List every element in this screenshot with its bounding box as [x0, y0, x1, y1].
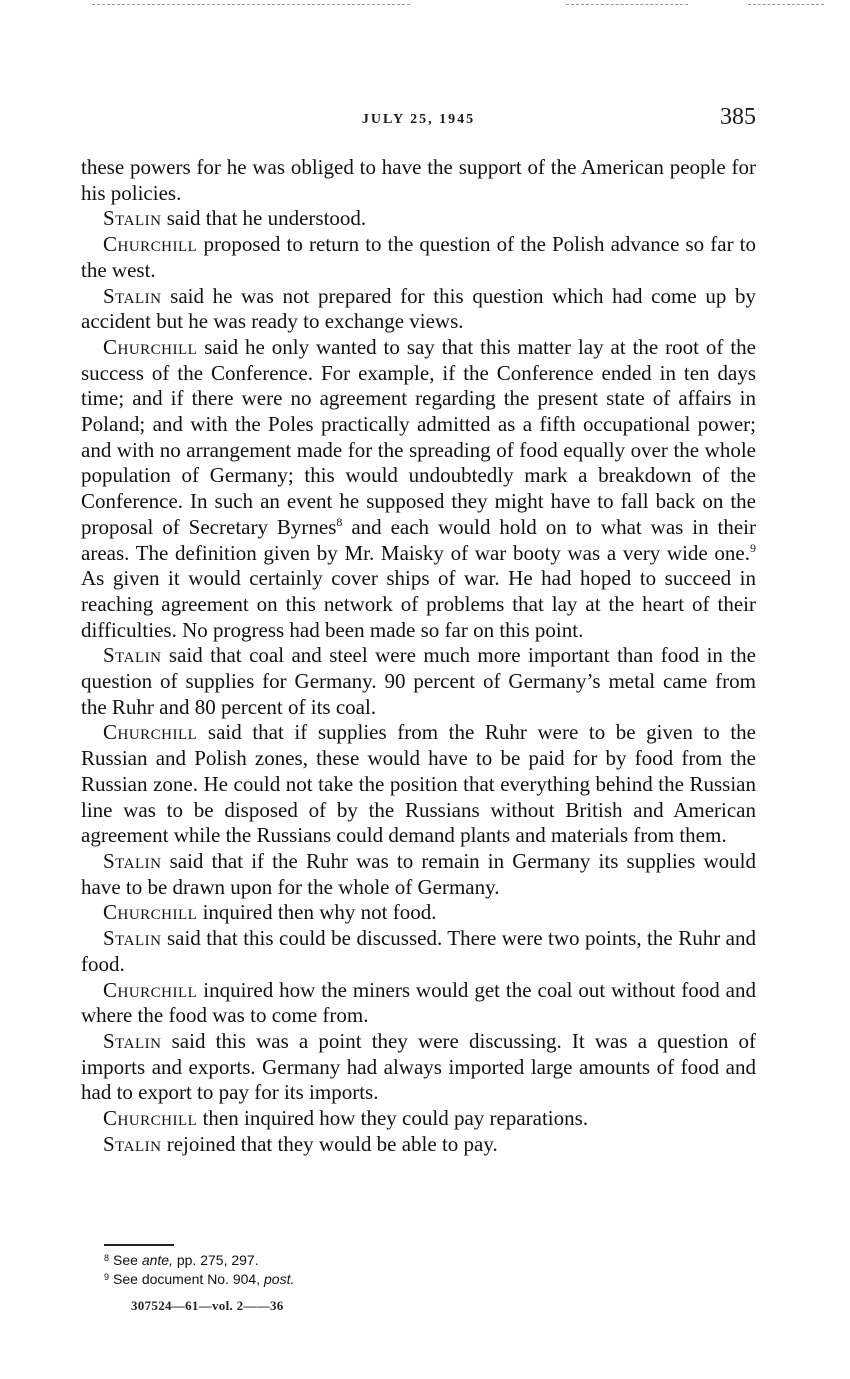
paragraph [81, 284, 756, 335]
scan-edge-line [566, 4, 688, 6]
speaker-name: Churchill [103, 232, 198, 257]
paragraph [81, 978, 756, 1029]
footnote-italic: ante, [141, 1252, 173, 1268]
paragraph-text: said this was a point they were discussing. It was a question of imports and exports. Germany had always imported large amounts of food and had to export to pay for its imports. [81, 1028, 756, 1105]
paragraph-text: said he was not prepared for this question which had come up by accident but he was ready to exchange views. [81, 283, 756, 334]
scan-edge-line [748, 4, 824, 6]
paragraph [81, 155, 756, 206]
paragraph-text: said that if supplies from the Ruhr were to be given to the Russian and Polish zones, these would have to be paid for by food from the Russian zone. He could not take the position that everything behind the Russian line was to be disposed of by the Russians without British and American agreement while the Russians could demand plants and materials from them. [81, 720, 756, 848]
header-date: JULY 25, 1945 [361, 112, 476, 127]
footnote-text: See [113, 1252, 142, 1268]
paragraph [81, 232, 756, 283]
speaker-name: Stalin [103, 206, 162, 231]
speaker-name: Churchill [103, 900, 198, 925]
footnotes [104, 1250, 604, 1288]
speaker-name: Churchill [103, 977, 198, 1002]
speaker-name: Churchill [103, 1106, 198, 1131]
footnote [104, 1250, 604, 1269]
paragraph-text: then inquired how they could pay reparations. [197, 1106, 589, 1131]
speaker-name: Stalin [103, 643, 162, 668]
paragraph [81, 335, 756, 643]
paragraph [81, 926, 756, 977]
running-header [81, 104, 756, 138]
paragraph-text: rejoined that they would be able to pay. [161, 1131, 498, 1156]
footnote-text: pp. 275, 297. [172, 1252, 259, 1268]
footnote-number: 9 [104, 1272, 110, 1282]
paragraph [81, 900, 756, 926]
paragraph [81, 206, 756, 232]
speaker-name: Stalin [103, 283, 162, 308]
paragraph-text: said that this could be discussed. There were two points, the Ruhr and food. [81, 926, 756, 976]
footnote-ref[interactable]: 8 [336, 514, 343, 529]
footnote-divider [104, 1244, 174, 1246]
footnote [104, 1269, 604, 1288]
paragraph [81, 1132, 756, 1158]
paragraph [81, 849, 756, 900]
paragraph-text: said he only wanted to say that this matter lay at the root of the success of the Conference. For example, if the Conference ended in ten days time; and if there were no agreement regarding the present state of affairs in Poland; and with the Poles practically admitted as a fifth occupational power; and with no arrangement made for the spreading of food equally over the whole population of Germany; this would undoubtedly mark a breakdown of the Conference. In such an event he supposed they might have to fall back on the proposal of Secretary Byrnes [81, 334, 756, 539]
paragraph-text: said that he understood. [161, 206, 367, 231]
speaker-name: Churchill [103, 334, 198, 359]
paragraph [81, 1106, 756, 1132]
paragraph-text: proposed to return to the question of the Polish advance so far to the west. [81, 232, 756, 282]
paragraph-text: and each would hold on to what was in their areas. The definition given by Mr. Maisky of war booty was a very wide one. [81, 514, 757, 565]
paragraph-text: inquired then why not food. [197, 900, 437, 925]
print-code: 307524—61—vol. 2——36 [131, 1298, 284, 1313]
page-number: 385 [720, 104, 756, 130]
paragraph [81, 1029, 756, 1106]
paragraph-text: said that if the Ruhr was to remain in Germany its supplies would have to be drawn upon for the whole of Germany. [81, 848, 756, 899]
paragraph [81, 720, 756, 849]
paragraph-text: As given it would certainly cover ships of war. He had hoped to succeed in reaching agreement on this network of problems that lay at the heart of their difficulties. No progress had been made so far on this point. [81, 566, 756, 642]
footnote-text: See document No. 904, [113, 1271, 265, 1287]
speaker-name: Stalin [103, 1028, 162, 1053]
speaker-name: Stalin [103, 1131, 162, 1156]
footnote-ref[interactable]: 9 [750, 540, 756, 555]
speaker-name: Stalin [103, 926, 162, 951]
body-text [81, 155, 756, 1157]
paragraph [81, 643, 756, 720]
scan-edge-line [92, 4, 410, 6]
speaker-name: Churchill [103, 720, 198, 745]
paragraph-text: these powers for he was obliged to have the support of the American people for his policies. [81, 155, 756, 205]
paragraph-text: said that coal and steel were much more important than food in the question of supplies for Germany. 90 percent of Germany’s metal came from the Ruhr and 80 percent of its coal. [81, 643, 756, 719]
speaker-name: Stalin [103, 848, 162, 873]
footnote-number: 8 [104, 1253, 110, 1263]
paragraph-text: inquired how the miners would get the coal out without food and where the food was to come from. [81, 977, 756, 1028]
footnote-italic: post. [264, 1271, 295, 1287]
